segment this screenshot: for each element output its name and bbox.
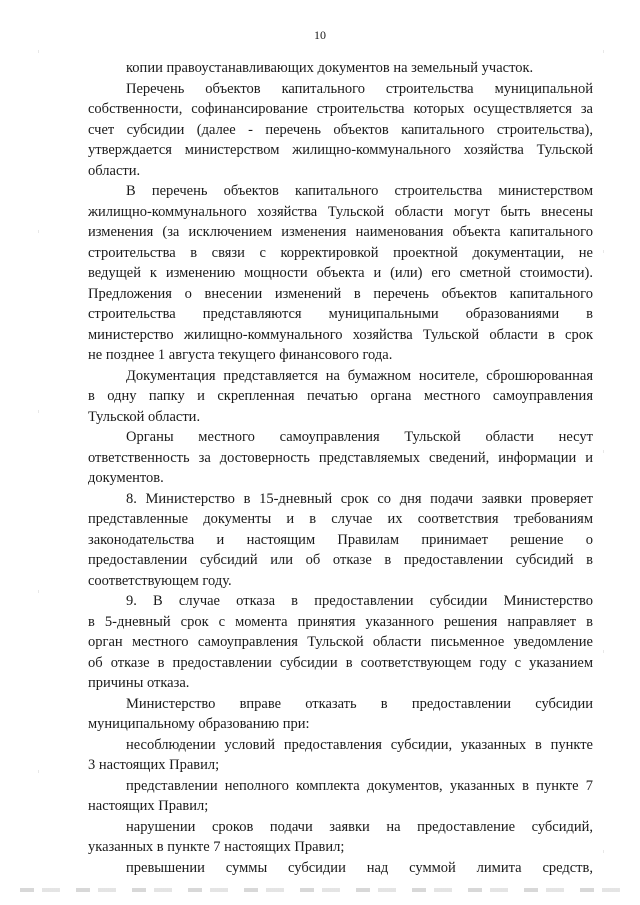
text-line: 3 настоящих Правил; — [88, 757, 220, 773]
text-line: собственности, софинансирование строительства которых осуществляется за — [88, 101, 593, 117]
text-line: утверждается министерством жилищно-коммунального хозяйства Тульской — [88, 142, 593, 158]
text-line: Перечень объектов капитального строительства муниципальной — [126, 80, 593, 97]
text-line: предоставлении субсидий или об отказе в предоставлении субсидий в — [88, 552, 593, 568]
text-line: ответственность за достоверность представляемых сведений, информации и — [88, 449, 593, 466]
text-line: ведущей к изменению мощности объекта и (или) его сметной стоимости). — [88, 265, 593, 281]
text-line: строительства в связи с корректировкой проектной документации, не — [88, 244, 593, 261]
text-line: 9. В случае отказа в предоставлении субсидии Министерство — [126, 593, 593, 609]
text-line: превышении суммы субсидии над суммой лимита средств, — [126, 859, 593, 876]
text-line: документов. — [88, 470, 164, 486]
text-line: в одну папку и скрепленная печатью органа местного самоуправления — [88, 388, 593, 404]
text-line: жилищно-коммунального хозяйства Тульской области могут быть внесены — [88, 203, 593, 220]
scan-artifact-bottom — [20, 888, 620, 892]
text-line: причины отказа. — [88, 675, 190, 691]
page-number: 10 — [314, 28, 326, 42]
text-line: области. — [88, 162, 141, 179]
text-line: представленные документы и в случае их соответствия требованиям — [88, 511, 593, 527]
text-line: 8. Министерство в 15-дневный срок со дня подачи заявки проверяет — [126, 490, 593, 507]
text-line: копии правоустанавливающих документов на земельный участок. — [126, 60, 534, 76]
text-line: орган местного самоуправления Тульской области письменное уведомление — [88, 634, 593, 650]
text-line: Тульской области. — [88, 408, 201, 425]
text-line: изменения (за исключением изменения наименования объекта капитального — [88, 224, 593, 240]
text-line: об отказе в предоставлении субсидии в соответствующем году с указанием — [88, 654, 593, 671]
text-line: указанных в пункте 7 настоящих Правил; — [88, 839, 345, 855]
text-line: Предложения о внесении изменений в перечень объектов капитального — [88, 285, 593, 302]
text-line: строительства представляются муниципальными образованиями в — [88, 306, 593, 322]
scan-artifact-right — [603, 50, 604, 870]
text-line: Министерство вправе отказать в предоставлении субсидии — [126, 695, 593, 712]
text-line: настоящих Правил; — [88, 798, 209, 814]
text-line: соответствующем году. — [88, 572, 232, 589]
text-line: Органы местного самоуправления Тульской области несут — [126, 429, 593, 445]
text-line: министерство жилищно-коммунального хозяйства Тульской области в срок — [88, 326, 593, 343]
text-line: в 5-дневный срок с момента принятия указанного решения направляет в — [88, 613, 593, 630]
text-line: Документация представляется на бумажном носителе, сброшюрованная — [126, 367, 593, 384]
text-line: нарушении сроков подачи заявки на предоставление субсидий, — [126, 818, 593, 835]
document-body — [88, 58, 593, 878]
text-line: муниципальному образованию при: — [88, 716, 310, 732]
text-line: не позднее 1 августа текущего финансового года. — [88, 347, 393, 363]
text-line: счет субсидии (далее - перечень объектов капитального строительства), — [88, 121, 593, 138]
text-line: несоблюдении условий предоставления субсидии, указанных в пункте — [126, 736, 593, 753]
scan-artifact-left — [38, 50, 39, 870]
text-line: законодательства и настоящим Правилам принимает решение о — [88, 531, 593, 548]
text-line: В перечень объектов капитального строительства министерством — [126, 183, 593, 199]
text-line: представлении неполного комплекта документов, указанных в пункте 7 — [126, 777, 593, 794]
